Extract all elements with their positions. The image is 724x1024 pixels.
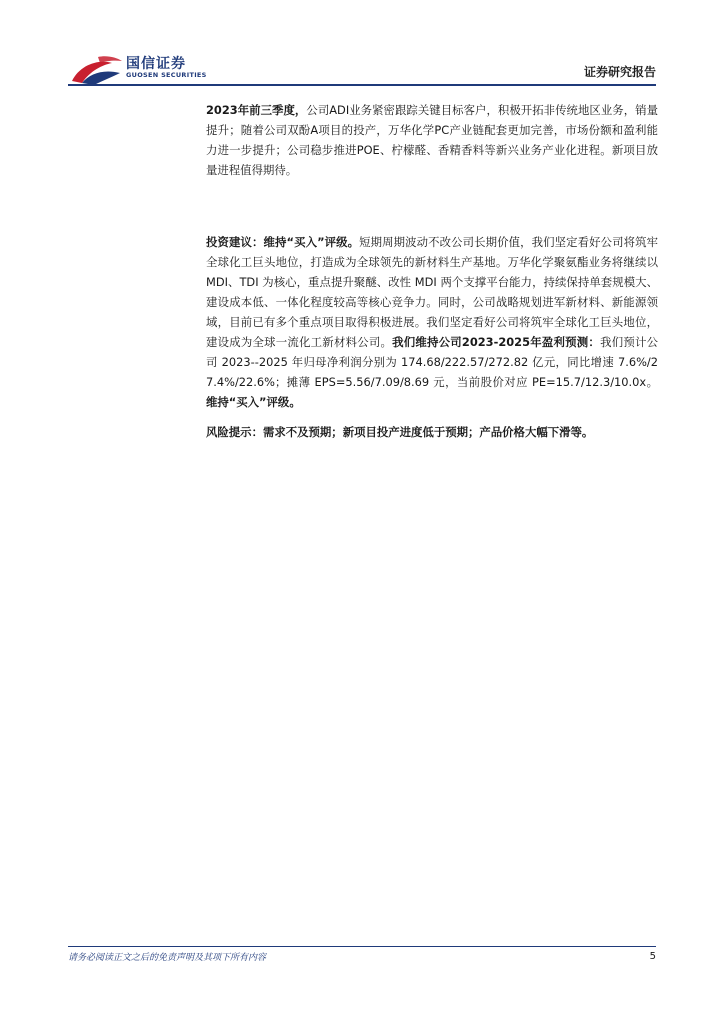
- forecast-heading: 我们维持公司2023-2025年盈利预测：: [392, 335, 601, 349]
- page-number: 5: [649, 951, 656, 962]
- rating-statement: 维持“买入”评级。: [206, 395, 301, 409]
- page-header: [0, 0, 724, 90]
- paragraph-lead: 投资建议：维持“买入”评级。: [206, 235, 360, 249]
- paragraph-lead: 2023年前三季度，: [206, 103, 307, 117]
- forecast-text: 我们预计公司 2023--2025 年归母净利润分别为 174.68/222.57/272.82 亿元，同比增速 7.6%/27.4%/22.6%；摊薄 EPS=5.56/7.09/8.69 元，当前股价对应 PE=15.7/12.3/10.0x。: [206, 335, 658, 389]
- header-divider: [68, 84, 656, 86]
- logo-chinese-name: 国信证券: [126, 56, 186, 72]
- paragraph-risk-warning: [206, 422, 658, 442]
- paragraph-lead: 风险提示：需求不及预期；新项目投产进度低于预期；产品价格大幅下滑等。: [206, 425, 594, 439]
- paragraph-investment-advice: [206, 232, 658, 412]
- guosen-logo: [68, 51, 208, 87]
- logo-english-name: GUOSEN SECURITIES: [126, 71, 207, 79]
- paragraph-q3-review: [206, 100, 658, 180]
- footer-divider: [68, 946, 656, 947]
- paragraph-text: 短期周期波动不改公司长期价值，我们坚定看好公司将筑牢全球化工巨头地位，打造成为全球领先的新材料生产基地。万华化学聚氨酯业务将继续以 MDI、TDI 为核心，重点提升聚醚、改性 MDI 两个支撑平台能力，持续保持单套规模大、建设成本低、一体化程度较高等核心竞争力。同时，公司战略规划进军新材料、新能源领域，目前已有多个重点项目取得积极进展。我们坚定看好公司将筑牢全球化工巨头地位，建设成为全球一流化工新材料公司。: [206, 235, 658, 349]
- paragraph-text: 公司ADI业务紧密跟踪关键目标客户，积极开拓非传统地区业务，销量提升；随着公司双酚A项目的投产，万华化学PC产业链配套更加完善，市场份额和盈利能力进一步提升；公司稳步推进POE、柠檬醛、香精香料等新兴业务产业化进程。新项目放量进程值得期待。: [206, 103, 658, 177]
- footer-disclaimer: 请务必阅读正文之后的免责声明及其项下所有内容: [68, 953, 267, 963]
- report-type-label: 证券研究报告: [583, 65, 656, 79]
- guosen-logo-mark-icon: [68, 51, 124, 87]
